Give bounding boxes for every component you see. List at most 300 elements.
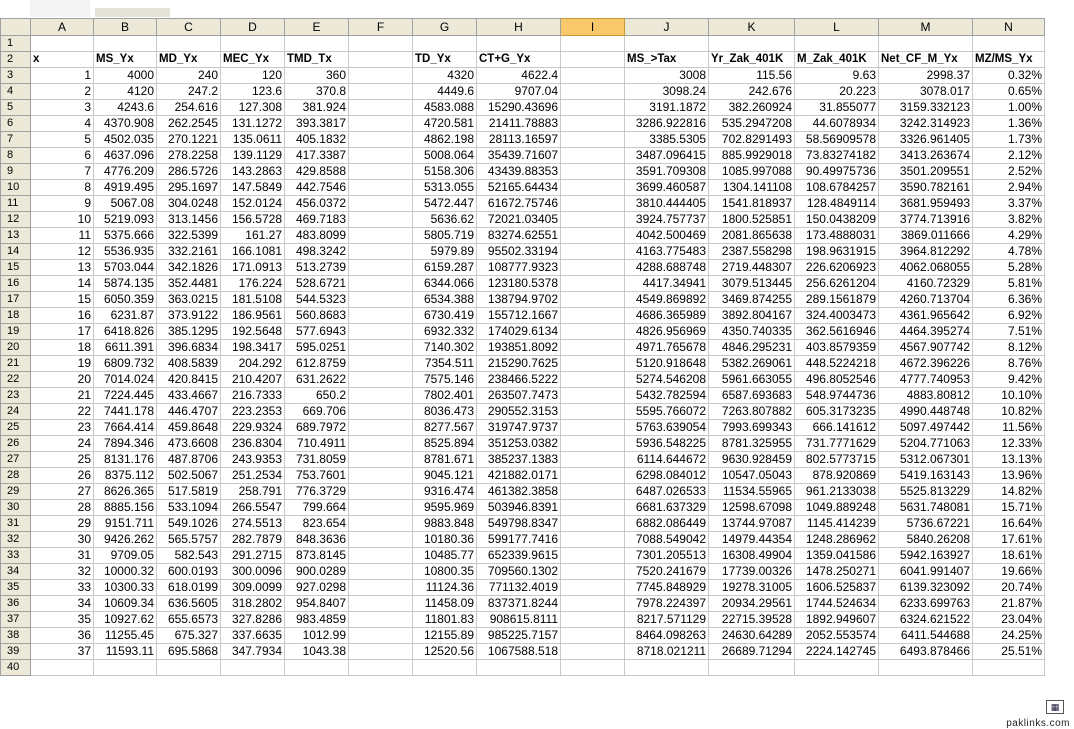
- cell-b3[interactable]: 4000: [94, 68, 157, 84]
- cell-k35[interactable]: 19278.31005: [709, 580, 795, 596]
- cell-k31[interactable]: 13744.97087: [709, 516, 795, 532]
- cell-i26[interactable]: [561, 436, 625, 452]
- cell-j33[interactable]: 7301.205513: [625, 548, 709, 564]
- cell-j35[interactable]: 7745.848929: [625, 580, 709, 596]
- cell-c1[interactable]: [157, 36, 221, 52]
- cell-a22[interactable]: 20: [31, 372, 94, 388]
- cell-d22[interactable]: 210.4207: [221, 372, 285, 388]
- cell-e19[interactable]: 577.6943: [285, 324, 349, 340]
- cell-n15[interactable]: 5.28%: [973, 260, 1045, 276]
- cell-g12[interactable]: 5636.62: [413, 212, 477, 228]
- row-header[interactable]: 18: [1, 308, 31, 324]
- cell-e26[interactable]: 710.4911: [285, 436, 349, 452]
- cell-n25[interactable]: 11.56%: [973, 420, 1045, 436]
- cell-e38[interactable]: 1012.99: [285, 628, 349, 644]
- cell-m39[interactable]: 6493.878466: [879, 644, 973, 660]
- cell-n33[interactable]: 18.61%: [973, 548, 1045, 564]
- cell-i32[interactable]: [561, 532, 625, 548]
- cell-g23[interactable]: 7802.401: [413, 388, 477, 404]
- cell-b39[interactable]: 11593.11: [94, 644, 157, 660]
- paste-options-icon[interactable]: ▦: [1046, 700, 1064, 714]
- cell-d10[interactable]: 147.5849: [221, 180, 285, 196]
- cell-b21[interactable]: 6809.732: [94, 356, 157, 372]
- cell-d36[interactable]: 318.2802: [221, 596, 285, 612]
- cell-b19[interactable]: 6418.826: [94, 324, 157, 340]
- cell-c28[interactable]: 502.5067: [157, 468, 221, 484]
- cell-l16[interactable]: 256.6261204: [795, 276, 879, 292]
- cell-k19[interactable]: 4350.740335: [709, 324, 795, 340]
- cell-f20[interactable]: [349, 340, 413, 356]
- cell-c8[interactable]: 278.2258: [157, 148, 221, 164]
- row-header[interactable]: 21: [1, 356, 31, 372]
- cell-k5[interactable]: 382.260924: [709, 100, 795, 116]
- cell-g10[interactable]: 5313.055: [413, 180, 477, 196]
- cell-l10[interactable]: 108.6784257: [795, 180, 879, 196]
- cell-i7[interactable]: [561, 132, 625, 148]
- row-header[interactable]: 6: [1, 116, 31, 132]
- cell-j16[interactable]: 4417.34941: [625, 276, 709, 292]
- cell-f39[interactable]: [349, 644, 413, 660]
- cell-c38[interactable]: 675.327: [157, 628, 221, 644]
- cell-h13[interactable]: 83274.62551: [477, 228, 561, 244]
- cell-e2[interactable]: TMD_Tx: [285, 52, 349, 68]
- cell-b29[interactable]: 8626.365: [94, 484, 157, 500]
- cell-b15[interactable]: 5703.044: [94, 260, 157, 276]
- cell-g36[interactable]: 11458.09: [413, 596, 477, 612]
- cell-j13[interactable]: 4042.500469: [625, 228, 709, 244]
- cell-d7[interactable]: 135.0611: [221, 132, 285, 148]
- cell-c35[interactable]: 618.0199: [157, 580, 221, 596]
- cell-e11[interactable]: 456.0372: [285, 196, 349, 212]
- cell-f9[interactable]: [349, 164, 413, 180]
- cell-f32[interactable]: [349, 532, 413, 548]
- cell-n28[interactable]: 13.96%: [973, 468, 1045, 484]
- cell-d16[interactable]: 176.224: [221, 276, 285, 292]
- cell-n24[interactable]: 10.82%: [973, 404, 1045, 420]
- cell-g3[interactable]: 4320: [413, 68, 477, 84]
- cell-g1[interactable]: [413, 36, 477, 52]
- cell-l20[interactable]: 403.8579359: [795, 340, 879, 356]
- cell-i35[interactable]: [561, 580, 625, 596]
- cell-j2[interactable]: MS_>Tax: [625, 52, 709, 68]
- cell-h25[interactable]: 319747.9737: [477, 420, 561, 436]
- cell-j28[interactable]: 6298.084012: [625, 468, 709, 484]
- cell-f6[interactable]: [349, 116, 413, 132]
- cell-c4[interactable]: 247.2: [157, 84, 221, 100]
- cell-h34[interactable]: 709560.1302: [477, 564, 561, 580]
- cell-d14[interactable]: 166.1081: [221, 244, 285, 260]
- cell-e1[interactable]: [285, 36, 349, 52]
- cell-a28[interactable]: 26: [31, 468, 94, 484]
- cell-h16[interactable]: 123180.5378: [477, 276, 561, 292]
- cell-a8[interactable]: 6: [31, 148, 94, 164]
- cell-n4[interactable]: 0.65%: [973, 84, 1045, 100]
- cell-k11[interactable]: 1541.818937: [709, 196, 795, 212]
- cell-a4[interactable]: 2: [31, 84, 94, 100]
- cell-i6[interactable]: [561, 116, 625, 132]
- row-header[interactable]: 38: [1, 628, 31, 644]
- row-header[interactable]: 12: [1, 212, 31, 228]
- cell-l34[interactable]: 1478.250271: [795, 564, 879, 580]
- cell-d2[interactable]: MEC_Yx: [221, 52, 285, 68]
- cell-a6[interactable]: 4: [31, 116, 94, 132]
- cell-g22[interactable]: 7575.146: [413, 372, 477, 388]
- cell-b24[interactable]: 7441.178: [94, 404, 157, 420]
- cell-m18[interactable]: 4361.965642: [879, 308, 973, 324]
- cell-g24[interactable]: 8036.473: [413, 404, 477, 420]
- cell-g33[interactable]: 10485.77: [413, 548, 477, 564]
- cell-j19[interactable]: 4826.956969: [625, 324, 709, 340]
- cell-l11[interactable]: 128.4849114: [795, 196, 879, 212]
- cell-e24[interactable]: 669.706: [285, 404, 349, 420]
- cell-l17[interactable]: 289.1561879: [795, 292, 879, 308]
- cell-g7[interactable]: 4862.198: [413, 132, 477, 148]
- cell-i40[interactable]: [561, 660, 625, 676]
- cell-h32[interactable]: 599177.7416: [477, 532, 561, 548]
- cell-j40[interactable]: [625, 660, 709, 676]
- cell-h31[interactable]: 549798.8347: [477, 516, 561, 532]
- cell-b33[interactable]: 9709.05: [94, 548, 157, 564]
- cell-d37[interactable]: 327.8286: [221, 612, 285, 628]
- cell-m40[interactable]: [879, 660, 973, 676]
- cell-d35[interactable]: 309.0099: [221, 580, 285, 596]
- cell-b36[interactable]: 10609.34: [94, 596, 157, 612]
- cell-l32[interactable]: 1248.286962: [795, 532, 879, 548]
- cell-m14[interactable]: 3964.812292: [879, 244, 973, 260]
- cell-j38[interactable]: 8464.098263: [625, 628, 709, 644]
- cell-n38[interactable]: 24.25%: [973, 628, 1045, 644]
- cell-h14[interactable]: 95502.33194: [477, 244, 561, 260]
- cell-c22[interactable]: 420.8415: [157, 372, 221, 388]
- cell-j5[interactable]: 3191.1872: [625, 100, 709, 116]
- cell-n23[interactable]: 10.10%: [973, 388, 1045, 404]
- cell-i9[interactable]: [561, 164, 625, 180]
- cell-c16[interactable]: 352.4481: [157, 276, 221, 292]
- cell-m5[interactable]: 3159.332123: [879, 100, 973, 116]
- cell-f22[interactable]: [349, 372, 413, 388]
- cell-c5[interactable]: 254.616: [157, 100, 221, 116]
- cell-c17[interactable]: 363.0215: [157, 292, 221, 308]
- cell-c7[interactable]: 270.1221: [157, 132, 221, 148]
- cell-f21[interactable]: [349, 356, 413, 372]
- cell-f16[interactable]: [349, 276, 413, 292]
- row-header[interactable]: 19: [1, 324, 31, 340]
- cell-i3[interactable]: [561, 68, 625, 84]
- cell-f4[interactable]: [349, 84, 413, 100]
- cell-n29[interactable]: 14.82%: [973, 484, 1045, 500]
- row-header[interactable]: 35: [1, 580, 31, 596]
- cell-m20[interactable]: 4567.907742: [879, 340, 973, 356]
- cell-f24[interactable]: [349, 404, 413, 420]
- cell-j36[interactable]: 7978.224397: [625, 596, 709, 612]
- cell-b14[interactable]: 5536.935: [94, 244, 157, 260]
- row-header[interactable]: 17: [1, 292, 31, 308]
- column-header-i[interactable]: I: [561, 19, 625, 36]
- cell-m4[interactable]: 3078.017: [879, 84, 973, 100]
- cell-j39[interactable]: 8718.021211: [625, 644, 709, 660]
- cell-j21[interactable]: 5120.918648: [625, 356, 709, 372]
- cell-n18[interactable]: 6.92%: [973, 308, 1045, 324]
- row-header[interactable]: 7: [1, 132, 31, 148]
- cell-b35[interactable]: 10300.33: [94, 580, 157, 596]
- cell-m15[interactable]: 4062.068055: [879, 260, 973, 276]
- cell-m8[interactable]: 3413.263674: [879, 148, 973, 164]
- cell-b13[interactable]: 5375.666: [94, 228, 157, 244]
- cell-c6[interactable]: 262.2545: [157, 116, 221, 132]
- cell-j24[interactable]: 5595.766072: [625, 404, 709, 420]
- cell-b25[interactable]: 7664.414: [94, 420, 157, 436]
- cell-g4[interactable]: 4449.6: [413, 84, 477, 100]
- cell-k14[interactable]: 2387.558298: [709, 244, 795, 260]
- cell-d11[interactable]: 152.0124: [221, 196, 285, 212]
- cell-l8[interactable]: 73.83274182: [795, 148, 879, 164]
- cell-b30[interactable]: 8885.156: [94, 500, 157, 516]
- cell-m19[interactable]: 4464.395274: [879, 324, 973, 340]
- cell-n19[interactable]: 7.51%: [973, 324, 1045, 340]
- cell-a10[interactable]: 8: [31, 180, 94, 196]
- cell-a16[interactable]: 14: [31, 276, 94, 292]
- cell-k38[interactable]: 24630.64289: [709, 628, 795, 644]
- cell-j7[interactable]: 3385.5305: [625, 132, 709, 148]
- row-header[interactable]: 22: [1, 372, 31, 388]
- cell-c23[interactable]: 433.4667: [157, 388, 221, 404]
- column-header-h[interactable]: H: [477, 19, 561, 36]
- cell-c36[interactable]: 636.5605: [157, 596, 221, 612]
- cell-k26[interactable]: 8781.325955: [709, 436, 795, 452]
- cell-l5[interactable]: 31.855077: [795, 100, 879, 116]
- cell-e9[interactable]: 429.8588: [285, 164, 349, 180]
- cell-f7[interactable]: [349, 132, 413, 148]
- cell-c18[interactable]: 373.9122: [157, 308, 221, 324]
- cell-k27[interactable]: 9630.928459: [709, 452, 795, 468]
- cell-m37[interactable]: 6324.621522: [879, 612, 973, 628]
- cell-e39[interactable]: 1043.38: [285, 644, 349, 660]
- cell-a37[interactable]: 35: [31, 612, 94, 628]
- cell-b28[interactable]: 8375.112: [94, 468, 157, 484]
- cell-i37[interactable]: [561, 612, 625, 628]
- cell-n9[interactable]: 2.52%: [973, 164, 1045, 180]
- cell-c14[interactable]: 332.2161: [157, 244, 221, 260]
- row-header[interactable]: 16: [1, 276, 31, 292]
- cell-e14[interactable]: 498.3242: [285, 244, 349, 260]
- cell-a25[interactable]: 23: [31, 420, 94, 436]
- cell-e10[interactable]: 442.7546: [285, 180, 349, 196]
- cell-m1[interactable]: [879, 36, 973, 52]
- cell-l3[interactable]: 9.63: [795, 68, 879, 84]
- row-header[interactable]: 15: [1, 260, 31, 276]
- cell-g27[interactable]: 8781.671: [413, 452, 477, 468]
- cell-i34[interactable]: [561, 564, 625, 580]
- cell-b17[interactable]: 6050.359: [94, 292, 157, 308]
- cell-c13[interactable]: 322.5399: [157, 228, 221, 244]
- cell-h29[interactable]: 461382.3858: [477, 484, 561, 500]
- row-header[interactable]: 33: [1, 548, 31, 564]
- cell-k4[interactable]: 242.676: [709, 84, 795, 100]
- row-header[interactable]: 36: [1, 596, 31, 612]
- cell-j17[interactable]: 4549.869892: [625, 292, 709, 308]
- cell-k30[interactable]: 12598.67098: [709, 500, 795, 516]
- cell-a31[interactable]: 29: [31, 516, 94, 532]
- cell-i18[interactable]: [561, 308, 625, 324]
- cell-c11[interactable]: 304.0248: [157, 196, 221, 212]
- row-header[interactable]: 3: [1, 68, 31, 84]
- cell-e33[interactable]: 873.8145: [285, 548, 349, 564]
- column-header-e[interactable]: E: [285, 19, 349, 36]
- cell-f18[interactable]: [349, 308, 413, 324]
- cell-i36[interactable]: [561, 596, 625, 612]
- cell-d9[interactable]: 143.2863: [221, 164, 285, 180]
- cell-m10[interactable]: 3590.782161: [879, 180, 973, 196]
- cell-i15[interactable]: [561, 260, 625, 276]
- cell-a24[interactable]: 22: [31, 404, 94, 420]
- cell-b31[interactable]: 9151.711: [94, 516, 157, 532]
- row-header[interactable]: 2: [1, 52, 31, 68]
- cell-b20[interactable]: 6611.391: [94, 340, 157, 356]
- cell-n13[interactable]: 4.29%: [973, 228, 1045, 244]
- cell-b40[interactable]: [94, 660, 157, 676]
- cell-d28[interactable]: 251.2534: [221, 468, 285, 484]
- cell-a27[interactable]: 25: [31, 452, 94, 468]
- cell-d18[interactable]: 186.9561: [221, 308, 285, 324]
- cell-g26[interactable]: 8525.894: [413, 436, 477, 452]
- cell-i31[interactable]: [561, 516, 625, 532]
- cell-c29[interactable]: 517.5819: [157, 484, 221, 500]
- cell-d1[interactable]: [221, 36, 285, 52]
- cell-a30[interactable]: 28: [31, 500, 94, 516]
- cell-e7[interactable]: 405.1832: [285, 132, 349, 148]
- cell-h11[interactable]: 61672.75746: [477, 196, 561, 212]
- cell-j6[interactable]: 3286.922816: [625, 116, 709, 132]
- cell-n8[interactable]: 2.12%: [973, 148, 1045, 164]
- cell-l37[interactable]: 1892.949607: [795, 612, 879, 628]
- cell-l13[interactable]: 173.4888031: [795, 228, 879, 244]
- cell-g29[interactable]: 9316.474: [413, 484, 477, 500]
- cell-k15[interactable]: 2719.448307: [709, 260, 795, 276]
- cell-l23[interactable]: 548.9744736: [795, 388, 879, 404]
- cell-f2[interactable]: [349, 52, 413, 68]
- cell-l40[interactable]: [795, 660, 879, 676]
- cell-c9[interactable]: 286.5726: [157, 164, 221, 180]
- cell-h8[interactable]: 35439.71607: [477, 148, 561, 164]
- cell-a1[interactable]: [31, 36, 94, 52]
- cell-h26[interactable]: 351253.0382: [477, 436, 561, 452]
- cell-e29[interactable]: 776.3729: [285, 484, 349, 500]
- cell-h6[interactable]: 21411.78883: [477, 116, 561, 132]
- cell-b16[interactable]: 5874.135: [94, 276, 157, 292]
- cell-b26[interactable]: 7894.346: [94, 436, 157, 452]
- cell-e13[interactable]: 483.8099: [285, 228, 349, 244]
- row-header[interactable]: 32: [1, 532, 31, 548]
- cell-k10[interactable]: 1304.141108: [709, 180, 795, 196]
- cell-l39[interactable]: 2224.142745: [795, 644, 879, 660]
- cell-f14[interactable]: [349, 244, 413, 260]
- cell-h20[interactable]: 193851.8092: [477, 340, 561, 356]
- cell-j18[interactable]: 4686.365989: [625, 308, 709, 324]
- row-header[interactable]: 29: [1, 484, 31, 500]
- cell-g11[interactable]: 5472.447: [413, 196, 477, 212]
- cell-i29[interactable]: [561, 484, 625, 500]
- cell-c30[interactable]: 533.1094: [157, 500, 221, 516]
- cell-a18[interactable]: 16: [31, 308, 94, 324]
- cell-a32[interactable]: 30: [31, 532, 94, 548]
- cell-h35[interactable]: 771132.4019: [477, 580, 561, 596]
- cell-a39[interactable]: 37: [31, 644, 94, 660]
- cell-f23[interactable]: [349, 388, 413, 404]
- cell-i27[interactable]: [561, 452, 625, 468]
- cell-j37[interactable]: 8217.571129: [625, 612, 709, 628]
- cell-l27[interactable]: 802.5773715: [795, 452, 879, 468]
- cell-m3[interactable]: 2998.37: [879, 68, 973, 84]
- cell-k2[interactable]: Yr_Zak_401K: [709, 52, 795, 68]
- cell-i22[interactable]: [561, 372, 625, 388]
- cell-a23[interactable]: 21: [31, 388, 94, 404]
- cell-c3[interactable]: 240: [157, 68, 221, 84]
- cell-l38[interactable]: 2052.553574: [795, 628, 879, 644]
- cell-b23[interactable]: 7224.445: [94, 388, 157, 404]
- cell-e16[interactable]: 528.6721: [285, 276, 349, 292]
- cell-m7[interactable]: 3326.961405: [879, 132, 973, 148]
- cell-n20[interactable]: 8.12%: [973, 340, 1045, 356]
- column-header-b[interactable]: B: [94, 19, 157, 36]
- cell-i5[interactable]: [561, 100, 625, 116]
- cell-d39[interactable]: 347.7934: [221, 644, 285, 660]
- cell-l35[interactable]: 1606.525837: [795, 580, 879, 596]
- row-header[interactable]: 10: [1, 180, 31, 196]
- cell-k25[interactable]: 7993.699343: [709, 420, 795, 436]
- cell-n39[interactable]: 25.51%: [973, 644, 1045, 660]
- cell-a26[interactable]: 24: [31, 436, 94, 452]
- cell-g21[interactable]: 7354.511: [413, 356, 477, 372]
- cell-h2[interactable]: CT+G_Yx: [477, 52, 561, 68]
- cell-m6[interactable]: 3242.314923: [879, 116, 973, 132]
- row-header[interactable]: 20: [1, 340, 31, 356]
- cell-j34[interactable]: 7520.241679: [625, 564, 709, 580]
- column-header-j[interactable]: J: [625, 19, 709, 36]
- cell-h28[interactable]: 421882.0171: [477, 468, 561, 484]
- cell-f19[interactable]: [349, 324, 413, 340]
- cell-e34[interactable]: 900.0289: [285, 564, 349, 580]
- cell-m34[interactable]: 6041.991407: [879, 564, 973, 580]
- cell-g30[interactable]: 9595.969: [413, 500, 477, 516]
- cell-j32[interactable]: 7088.549042: [625, 532, 709, 548]
- cell-a38[interactable]: 36: [31, 628, 94, 644]
- cell-i12[interactable]: [561, 212, 625, 228]
- cell-m2[interactable]: Net_CF_M_Yx: [879, 52, 973, 68]
- cell-c32[interactable]: 565.5757: [157, 532, 221, 548]
- cell-g31[interactable]: 9883.848: [413, 516, 477, 532]
- cell-d30[interactable]: 266.5547: [221, 500, 285, 516]
- cell-d5[interactable]: 127.308: [221, 100, 285, 116]
- cell-j20[interactable]: 4971.765678: [625, 340, 709, 356]
- row-header[interactable]: 4: [1, 84, 31, 100]
- cell-m21[interactable]: 4672.396226: [879, 356, 973, 372]
- cell-m27[interactable]: 5312.067301: [879, 452, 973, 468]
- cell-a2[interactable]: x: [31, 52, 94, 68]
- cell-h21[interactable]: 215290.7625: [477, 356, 561, 372]
- cell-l7[interactable]: 58.56909578: [795, 132, 879, 148]
- row-header[interactable]: 34: [1, 564, 31, 580]
- cell-f35[interactable]: [349, 580, 413, 596]
- cell-l24[interactable]: 605.3173235: [795, 404, 879, 420]
- row-header[interactable]: 14: [1, 244, 31, 260]
- cell-g34[interactable]: 10800.35: [413, 564, 477, 580]
- cell-n35[interactable]: 20.74%: [973, 580, 1045, 596]
- cell-g2[interactable]: TD_Yx: [413, 52, 477, 68]
- cell-h3[interactable]: 4622.4: [477, 68, 561, 84]
- cell-g5[interactable]: 4583.088: [413, 100, 477, 116]
- name-box[interactable]: [30, 0, 90, 17]
- cell-d8[interactable]: 139.1129: [221, 148, 285, 164]
